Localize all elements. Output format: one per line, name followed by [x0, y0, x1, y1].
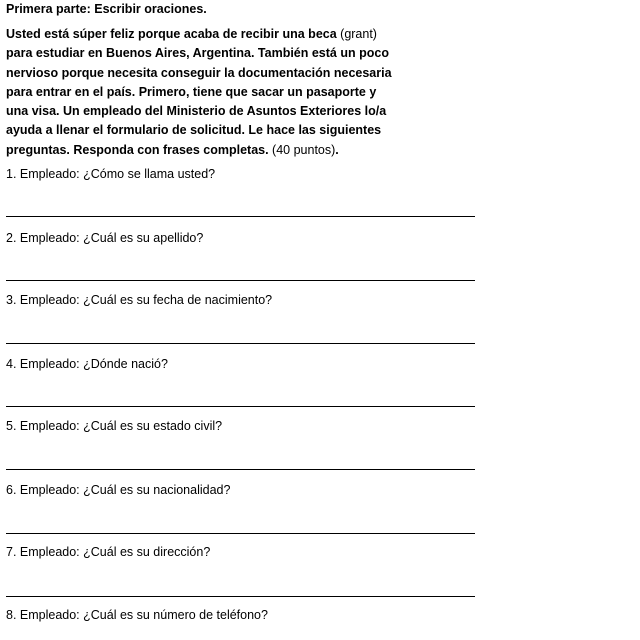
question-1: 1. Empleado: ¿Cómo se llama usted?: [6, 167, 216, 181]
question-6: 6. Empleado: ¿Cuál es su nacionalidad?: [6, 483, 231, 497]
instructions-line: ayuda a llenar el formulario de solicitud. Le hace las siguientes: [6, 123, 382, 138]
instructions-line: [6, 25, 446, 44]
instructions-line: para estudiar en Buenos Aires, Argentina. También está un poco: [6, 46, 389, 61]
answer-line-4[interactable]: [6, 406, 475, 407]
question-8: 8. Empleado: ¿Cuál es su número de teléfono?: [6, 608, 268, 622]
instructions-text: preguntas. Responda con frases completas.: [6, 142, 269, 157]
instructions-gloss: (grant): [340, 27, 377, 41]
question-3: 3. Empleado: ¿Cuál es su fecha de nacimiento?: [6, 293, 273, 307]
instructions-paragraph: [6, 25, 446, 160]
section-title: Primera parte: Escribir oraciones.: [6, 2, 207, 16]
question-5: 5. Empleado: ¿Cuál es su estado civil?: [6, 419, 223, 433]
instructions-line: para entrar en el país. Primero, tiene que sacar un pasaporte y: [6, 84, 377, 99]
answer-line-3[interactable]: [6, 343, 475, 344]
instructions-text: Usted está súper feliz porque acaba de recibir una beca: [6, 27, 341, 41]
instructions-period: .: [335, 142, 339, 157]
answer-line-5[interactable]: [6, 469, 475, 470]
points-value: (40 puntos): [268, 142, 336, 157]
instructions-line: nervioso porque necesita conseguir la documentación necesaria: [6, 65, 392, 80]
worksheet-page: [6, 0, 634, 640]
instructions-line: una visa. Un empleado del Ministerio de Asuntos Exteriores lo/a: [6, 104, 387, 119]
answer-line-1[interactable]: [6, 216, 475, 217]
instructions-line: [6, 141, 446, 160]
answer-line-6[interactable]: [6, 533, 475, 534]
answer-line-7[interactable]: [6, 596, 475, 597]
answer-line-2[interactable]: [6, 280, 475, 281]
question-2: 2. Empleado: ¿Cuál es su apellido?: [6, 231, 204, 245]
question-7: 7. Empleado: ¿Cuál es su dirección?: [6, 545, 211, 559]
question-4: 4. Empleado: ¿Dónde nació?: [6, 357, 168, 371]
